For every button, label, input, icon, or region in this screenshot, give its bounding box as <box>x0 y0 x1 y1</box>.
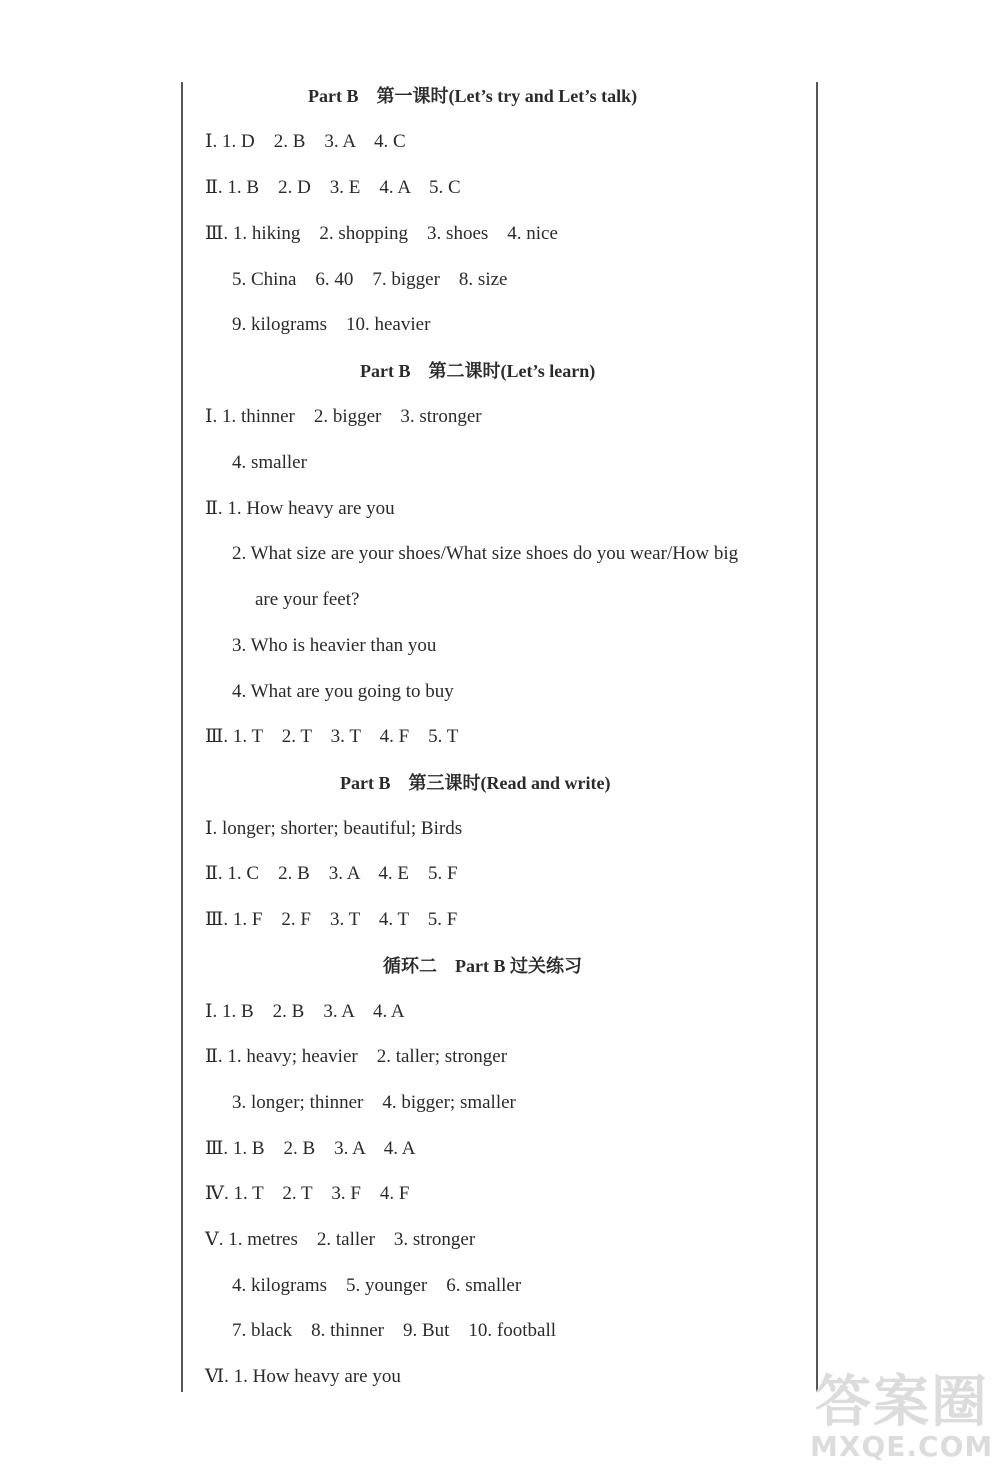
answer-line: Ⅰ. 1. D 2. B 3. A 4. C <box>205 131 406 152</box>
watermark-logo <box>790 1358 995 1468</box>
answer-line: Ⅱ. 1. C 2. B 3. A 4. E 5. F <box>205 863 458 884</box>
answer-line: 4. What are you going to buy <box>232 681 454 702</box>
answer-line: 4. smaller <box>232 452 307 473</box>
section-heading: Part B 第二课时(Let’s learn) <box>360 361 596 381</box>
watermark-url: MXQE.COM <box>810 1430 994 1463</box>
answer-line: Ⅴ. 1. metres 2. taller 3. stronger <box>205 1229 476 1250</box>
answer-line: 4. kilograms 5. younger 6. smaller <box>232 1275 522 1296</box>
answer-line: Ⅱ. 1. B 2. D 3. E 4. A 5. C <box>205 177 461 198</box>
answer-line: Ⅲ. 1. F 2. F 3. T 4. T 5. F <box>205 909 458 930</box>
answer-line: 9. kilograms 10. heavier <box>232 314 431 335</box>
answer-line: 3. longer; thinner 4. bigger; smaller <box>232 1092 516 1113</box>
answer-line: 3. Who is heavier than you <box>232 635 437 656</box>
section-heading: 循环二 Part B 过关练习 <box>383 956 582 976</box>
answer-line: Ⅲ. 1. hiking 2. shopping 3. shoes 4. nice <box>205 223 558 244</box>
answer-line: Ⅰ. longer; shorter; beautiful; Birds <box>205 818 463 839</box>
watermark-title: 答案圈 <box>815 1370 989 1435</box>
answer-line: Ⅲ. 1. T 2. T 3. T 4. F 5. T <box>205 726 459 747</box>
section-heading: Part B 第三课时(Read and write) <box>340 773 611 793</box>
answer-line: 2. What size are your shoes/What size shoes do you wear/How big <box>232 543 739 564</box>
answer-line: Ⅰ. 1. thinner 2. bigger 3. stronger <box>205 406 482 427</box>
left-border-rule <box>181 82 183 1392</box>
answer-line: Ⅱ. 1. How heavy are you <box>205 498 395 519</box>
answer-line: 7. black 8. thinner 9. But 10. football <box>232 1320 557 1341</box>
answer-line: are your feet? <box>255 589 360 610</box>
right-border-rule <box>816 82 818 1392</box>
answer-line: Ⅵ. 1. How heavy are you <box>205 1366 401 1387</box>
answer-line: Ⅳ. 1. T 2. T 3. F 4. F <box>205 1183 410 1204</box>
answer-line: Ⅲ. 1. B 2. B 3. A 4. A <box>205 1138 416 1159</box>
answer-line: Ⅰ. 1. B 2. B 3. A 4. A <box>205 1001 405 1022</box>
answer-line: Ⅱ. 1. heavy; heavier 2. taller; stronger <box>205 1046 508 1067</box>
answer-line: 5. China 6. 40 7. bigger 8. size <box>232 269 508 290</box>
section-heading: Part B 第一课时(Let’s try and Let’s talk) <box>308 86 638 106</box>
